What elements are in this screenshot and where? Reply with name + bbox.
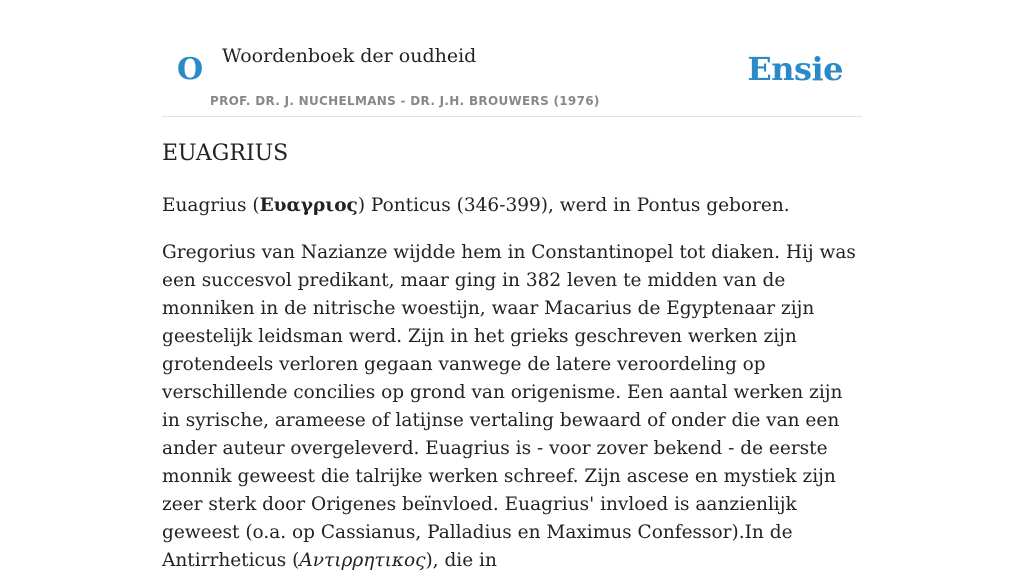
entry-intro — [162, 192, 864, 220]
greek-name: Ευαγριος — [259, 195, 358, 216]
body-text: Gregorius van Nazianze wijdde hem in Constantinopel tot diaken. Hij was een succesvol predikant, maar ging in 382 leven te midden van de monniken in de nitrische woestijn, waar Macarius de Egyptenaar zijn geestelijk leidsman werd. Zijn in het grieks geschreven werken zijn grotendeels verloren gegaan vanwege de latere veroordeling op verschillende concilies op grond van origenisme. Een aantal werken zijn in syrische, arameese of latijnse vertaling bewaard of onder die van een ander auteur overgeleverd. Euagrius is - voor zover bekend - de eerste monnik geweest die talrijke werken schreef. Zijn ascese en mystiek zijn zeer sterk door Origenes beïnvloed. Euagrius' invloed is aanzienlijk geweest (o.a. op Cassianus, Palladius en Maximus Confessor).In de Antirrheticus ( — [162, 242, 856, 571]
entry-body — [162, 239, 864, 575]
ensie-logo[interactable]: Ensie — [747, 50, 843, 88]
book-title[interactable]: Woordenboek der oudheid — [222, 45, 477, 67]
entry-title: EUAGRIUS — [162, 141, 289, 166]
page-header — [162, 0, 862, 117]
index-letter[interactable]: O — [177, 52, 204, 87]
body-text-after: ), die in — [425, 550, 497, 571]
book-authors: PROF. DR. J. NUCHELMANS - DR. J.H. BROUWERS (1976) — [210, 94, 600, 108]
entry-content — [162, 138, 864, 575]
greek-work-title: Αντιρρητικος — [299, 550, 426, 571]
intro-text-before: Euagrius ( — [162, 195, 260, 216]
intro-text-after: ) Ponticus (346-399), werd in Pontus geboren. — [357, 195, 790, 216]
